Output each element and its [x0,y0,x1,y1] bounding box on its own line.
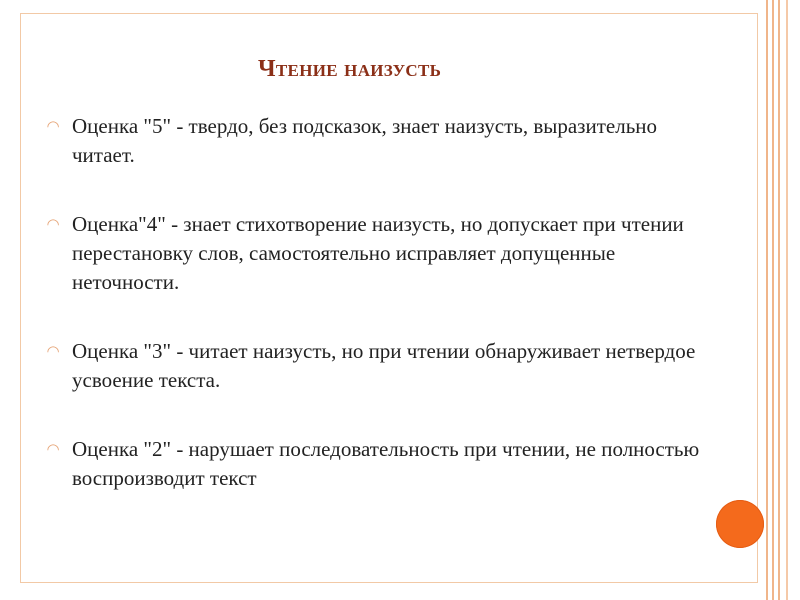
bullet-list [45,112,715,493]
decorative-side-lines [760,0,800,600]
list-item [45,210,715,297]
decorative-line [766,0,768,600]
slide-title: Чтение наизусть [258,56,442,82]
leaf-bullet-icon: ◠ [46,342,60,360]
list-item [45,435,715,493]
bullet-text: Оценка "3" - читает наизусть, но при чтении обнаруживает нетвердое усвоение текста. [72,339,696,392]
decorative-line [786,0,788,600]
list-item [45,337,715,395]
list-item [45,112,715,170]
orange-circle-icon [716,500,764,548]
leaf-bullet-icon: ◠ [46,440,60,458]
leaf-bullet-icon: ◠ [46,215,60,233]
leaf-bullet-icon: ◠ [46,117,60,135]
bullet-text: Оценка "2" - нарушает последовательность при чтении, не полностью воспроизводит текст [72,437,700,490]
bullet-text: Оценка"4" - знает стихотворение наизусть, но допускает при чтении перестановку слов, самостоятельно исправляет допущенные неточности. [72,212,684,294]
decorative-line [778,0,780,600]
bullet-text: Оценка "5" - твердо, без подсказок, знает наизусть, выразительно читает. [72,114,658,167]
decorative-line [772,0,774,600]
